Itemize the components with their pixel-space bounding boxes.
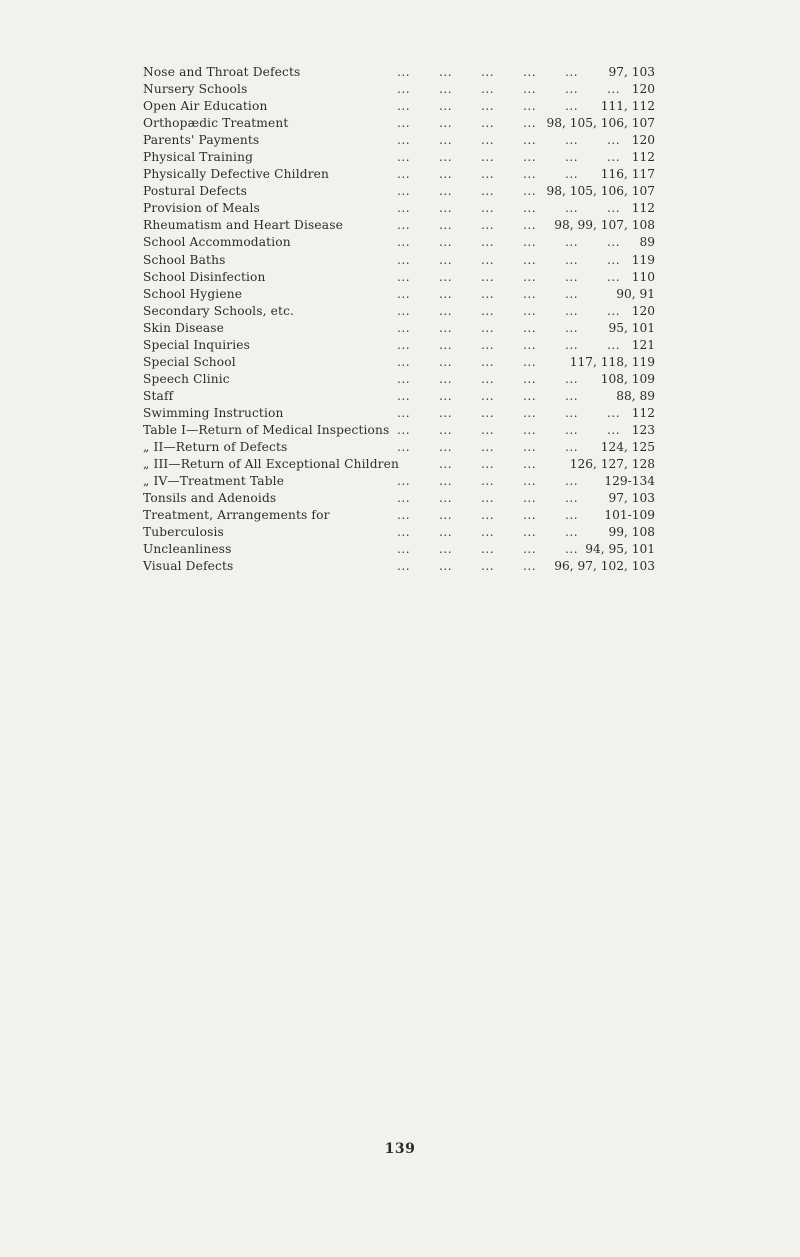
leader-dots: ... (481, 235, 495, 250)
leader-dots: ... (397, 116, 411, 131)
leader-dots: ... (439, 508, 453, 523)
index-entry-label: School Hygiene (143, 286, 243, 301)
index-entry (143, 269, 655, 286)
leader-dots: ... (439, 150, 453, 165)
index-entry-label: School Accommodation (143, 235, 291, 250)
leader-dots: ... (481, 150, 495, 165)
index-entry-pages: 101-109 (604, 508, 655, 523)
index-entry (143, 303, 655, 320)
index-entry-label: „ IV—Treatment Table (143, 474, 285, 489)
index-entry-pages: 123 (631, 422, 655, 437)
index-entry-pages: 117, 118, 119 (569, 354, 655, 369)
leader-dots: ... (481, 422, 495, 437)
leader-dots: ... (397, 371, 411, 386)
index-entry-label: Tuberculosis (143, 525, 224, 540)
leader-dots: ... (481, 218, 495, 233)
leader-dots: ... (397, 388, 411, 403)
index-entry-label: Physically Defective Children (143, 167, 330, 182)
leader-dots: ... (481, 371, 495, 386)
leader-dots: ... (565, 82, 579, 97)
leader-dots: ... (439, 457, 453, 472)
index-entry-label: Skin Disease (143, 320, 225, 335)
index-entry-pages: 98, 99, 107, 108 (554, 218, 655, 233)
index-entry-pages: 112 (631, 405, 655, 420)
leader-dots: ... (565, 422, 579, 437)
leader-dots: ... (397, 252, 411, 267)
leader-dots: ... (439, 167, 453, 182)
leader-dots: ... (565, 133, 579, 148)
leader-dots: ... (481, 65, 495, 79)
leader-dots: ... (439, 320, 453, 335)
leader-dots: ... (481, 269, 495, 284)
leader-dots: ... (397, 337, 411, 352)
leader-dots: ... (397, 286, 411, 301)
leader-dots: ... (439, 133, 453, 148)
index-entry-pages: 97, 103 (608, 65, 655, 79)
index-entry-label: Swimming Instruction (143, 405, 284, 420)
leader-dots: ... (523, 542, 537, 557)
leader-dots: ... (523, 388, 537, 403)
leader-dots: ... (565, 65, 579, 79)
index-entry-pages: 112 (631, 150, 655, 165)
leader-dots: ... (397, 440, 411, 455)
index-entry-pages: 110 (631, 269, 655, 284)
leader-dots: ... (565, 150, 579, 165)
leader-dots: ... (523, 405, 537, 420)
index-entry (143, 200, 655, 217)
index-entry (143, 405, 655, 422)
leader-dots: ... (439, 542, 453, 557)
index-entry-pages: 98, 105, 106, 107 (546, 184, 655, 199)
index-list (143, 64, 655, 575)
page-number: 139 (384, 1141, 416, 1157)
leader-dots: ... (565, 371, 579, 386)
leader-dots: ... (481, 201, 495, 216)
leader-dots: ... (565, 388, 579, 403)
index-entry-pages: 124, 125 (600, 440, 655, 455)
index-entry-label: Table I—Return of Medical Inspections (143, 422, 390, 437)
leader-dots: ... (523, 491, 537, 506)
index-entry (143, 234, 655, 251)
leader-dots: ... (607, 337, 621, 352)
leader-dots: ... (607, 303, 621, 318)
leader-dots: ... (523, 201, 537, 216)
leader-dots: ... (523, 371, 537, 386)
leader-dots: ... (397, 559, 411, 574)
leader-dots: ... (397, 133, 411, 148)
leader-dots: ... (565, 440, 579, 455)
index-entry (143, 371, 655, 388)
index-entry-pages: 129-134 (604, 474, 655, 489)
leader-dots: ... (439, 82, 453, 97)
index-entry-label: „ III—Return of All Exceptional Children (143, 457, 399, 472)
leader-dots: ... (523, 286, 537, 301)
leader-dots: ... (481, 388, 495, 403)
leader-dots: ... (481, 116, 495, 131)
index-entry-pages: 121 (631, 337, 655, 352)
leader-dots: ... (481, 337, 495, 352)
leader-dots: ... (439, 201, 453, 216)
leader-dots: ... (439, 559, 453, 574)
leader-dots: ... (481, 405, 495, 420)
leader-dots: ... (523, 559, 537, 574)
leader-dots: ... (397, 150, 411, 165)
leader-dots: ... (523, 167, 537, 182)
leader-dots: ... (439, 337, 453, 352)
index-entry-pages: 111, 112 (600, 99, 655, 114)
leader-dots: ... (565, 269, 579, 284)
leader-dots: ... (439, 440, 453, 455)
leader-dots: ... (397, 405, 411, 420)
leader-dots: ... (397, 354, 411, 369)
index-entry (143, 439, 655, 456)
index-entry-label: „ II—Return of Defects (143, 440, 288, 455)
leader-dots: ... (523, 269, 537, 284)
leader-dots: ... (481, 303, 495, 318)
leader-dots: ... (481, 184, 495, 199)
leader-dots: ... (397, 82, 411, 97)
leader-dots: ... (565, 320, 579, 335)
leader-dots: ... (523, 150, 537, 165)
index-entry-label: School Disinfection (143, 269, 266, 284)
index-entry-label: Speech Clinic (143, 371, 230, 386)
leader-dots: ... (481, 286, 495, 301)
index-entry-pages: 90, 91 (616, 286, 655, 301)
leader-dots: ... (439, 388, 453, 403)
index-entry-label: Nose and Throat Defects (143, 65, 301, 79)
leader-dots: ... (523, 457, 537, 472)
index-entry (143, 81, 655, 98)
index-entry-pages: 120 (631, 82, 655, 97)
index-entry-pages: 97, 103 (608, 491, 655, 506)
leader-dots: ... (439, 116, 453, 131)
index-entry-label: Parents' Payments (143, 133, 260, 148)
leader-dots: ... (565, 542, 579, 557)
leader-dots: ... (481, 440, 495, 455)
leader-dots: ... (607, 235, 621, 250)
leader-dots: ... (439, 286, 453, 301)
index-entry (143, 183, 655, 200)
index-entry-label: Orthopædic Treatment (143, 116, 289, 131)
leader-dots: ... (439, 371, 453, 386)
leader-dots: ... (397, 65, 411, 79)
index-entry (143, 98, 655, 115)
leader-dots: ... (481, 491, 495, 506)
index-entry-label: Special Inquiries (143, 337, 251, 352)
leader-dots: ... (439, 405, 453, 420)
leader-dots: ... (397, 542, 411, 557)
index-entry (143, 558, 655, 575)
index-entry (143, 388, 655, 405)
leader-dots: ... (565, 303, 579, 318)
leader-dots: ... (439, 269, 453, 284)
leader-dots: ... (523, 116, 537, 131)
index-entry (143, 456, 655, 473)
index-entry (143, 286, 655, 303)
leader-dots: ... (439, 303, 453, 318)
index-entry (143, 217, 655, 234)
index-entry-label: Postural Defects (143, 184, 247, 199)
leader-dots: ... (439, 65, 453, 79)
leader-dots: ... (481, 508, 495, 523)
index-entry-label: Special School (143, 354, 236, 369)
leader-dots: ... (439, 491, 453, 506)
leader-dots: ... (439, 184, 453, 199)
index-entry-label: Open Air Education (143, 99, 268, 114)
leader-dots: ... (397, 99, 411, 114)
leader-dots: ... (607, 201, 621, 216)
index-entry-pages: 94, 95, 101 (585, 542, 655, 557)
leader-dots: ... (397, 218, 411, 233)
index-entry (143, 490, 655, 507)
leader-dots: ... (565, 525, 579, 540)
leader-dots: ... (439, 525, 453, 540)
index-entry (143, 422, 655, 439)
index-entry (143, 132, 655, 149)
index-entry-pages: 88, 89 (616, 388, 655, 403)
leader-dots: ... (565, 235, 579, 250)
leader-dots: ... (607, 133, 621, 148)
leader-dots: ... (523, 65, 537, 79)
leader-dots: ... (565, 337, 579, 352)
leader-dots: ... (439, 252, 453, 267)
leader-dots: ... (565, 508, 579, 523)
leader-dots: ... (397, 320, 411, 335)
leader-dots: ... (523, 184, 537, 199)
leader-dots: ... (481, 320, 495, 335)
leader-dots: ... (481, 525, 495, 540)
leader-dots: ... (481, 252, 495, 267)
leader-dots: ... (397, 167, 411, 182)
index-entry (143, 354, 655, 371)
leader-dots: ... (565, 474, 579, 489)
leader-dots: ... (523, 474, 537, 489)
leader-dots: ... (397, 491, 411, 506)
leader-dots: ... (565, 286, 579, 301)
leader-dots: ... (397, 235, 411, 250)
index-entry-label: Visual Defects (143, 559, 234, 574)
leader-dots: ... (607, 150, 621, 165)
index-entry (143, 252, 655, 269)
leader-dots: ... (565, 99, 579, 114)
leader-dots: ... (397, 508, 411, 523)
leader-dots: ... (523, 133, 537, 148)
index-entry-label: Uncleanliness (143, 542, 232, 557)
leader-dots: ... (481, 354, 495, 369)
index-entry (143, 166, 655, 183)
leader-dots: ... (481, 559, 495, 574)
leader-dots: ... (397, 474, 411, 489)
leader-dots: ... (439, 235, 453, 250)
index-entry-label: Rheumatism and Heart Disease (143, 218, 343, 233)
index-entry-pages: 120 (631, 133, 655, 148)
leader-dots: ... (481, 542, 495, 557)
index-entry (143, 337, 655, 354)
index-entry-pages: 120 (631, 303, 655, 318)
leader-dots: ... (565, 491, 579, 506)
index-entry (143, 320, 655, 337)
leader-dots: ... (523, 508, 537, 523)
leader-dots: ... (481, 99, 495, 114)
leader-dots: ... (565, 252, 579, 267)
leader-dots: ... (439, 474, 453, 489)
index-entry-pages: 98, 105, 106, 107 (546, 116, 655, 131)
leader-dots: ... (523, 354, 537, 369)
index-entry-label: Treatment, Arrangements for (143, 508, 330, 523)
leader-dots: ... (481, 474, 495, 489)
index-entry-pages: 126, 127, 128 (569, 457, 655, 472)
index-entry-pages: 119 (631, 252, 655, 267)
leader-dots: ... (397, 201, 411, 216)
index-entry (143, 507, 655, 524)
leader-dots: ... (397, 184, 411, 199)
leader-dots: ... (397, 269, 411, 284)
leader-dots: ... (397, 525, 411, 540)
leader-dots: ... (523, 252, 537, 267)
index-entry-label: Tonsils and Adenoids (143, 491, 277, 506)
index-entry-pages: 116, 117 (600, 167, 655, 182)
leader-dots: ... (523, 337, 537, 352)
index-entry-label: Secondary Schools, etc. (143, 303, 295, 318)
leader-dots: ... (607, 422, 621, 437)
leader-dots: ... (481, 133, 495, 148)
leader-dots: ... (523, 235, 537, 250)
leader-dots: ... (565, 201, 579, 216)
index-entry-pages: 95, 101 (608, 320, 655, 335)
index-entry-label: School Baths (143, 252, 226, 267)
index-entry (143, 541, 655, 558)
leader-dots: ... (607, 252, 621, 267)
leader-dots: ... (523, 525, 537, 540)
leader-dots: ... (523, 218, 537, 233)
leader-dots: ... (439, 422, 453, 437)
leader-dots: ... (481, 457, 495, 472)
leader-dots: ... (481, 82, 495, 97)
index-entry-label: Staff (143, 388, 174, 403)
leader-dots: ... (439, 99, 453, 114)
leader-dots: ... (397, 422, 411, 437)
index-entry-pages: 108, 109 (600, 371, 655, 386)
leader-dots: ... (523, 99, 537, 114)
leader-dots: ... (607, 269, 621, 284)
leader-dots: ... (565, 405, 579, 420)
index-entry-pages: 112 (631, 201, 655, 216)
leader-dots: ... (607, 82, 621, 97)
index-entry (143, 473, 655, 490)
leader-dots: ... (523, 440, 537, 455)
index-entry (143, 64, 655, 81)
index-entry (143, 524, 655, 541)
leader-dots: ... (607, 405, 621, 420)
index-entry (143, 115, 655, 132)
leader-dots: ... (565, 167, 579, 182)
leader-dots: ... (523, 303, 537, 318)
index-entry (143, 149, 655, 166)
leader-dots: ... (397, 303, 411, 318)
index-entry-label: Nursery Schools (143, 82, 248, 97)
index-entry-pages: 96, 97, 102, 103 (554, 559, 655, 574)
leader-dots: ... (439, 354, 453, 369)
index-entry-label: Physical Training (143, 150, 254, 165)
index-entry-label: Provision of Meals (143, 201, 260, 216)
leader-dots: ... (523, 422, 537, 437)
leader-dots: ... (481, 167, 495, 182)
leader-dots: ... (523, 82, 537, 97)
index-entry-pages: 99, 108 (608, 525, 655, 540)
leader-dots: ... (523, 320, 537, 335)
leader-dots: ... (439, 218, 453, 233)
index-entry-pages: 89 (639, 235, 655, 250)
